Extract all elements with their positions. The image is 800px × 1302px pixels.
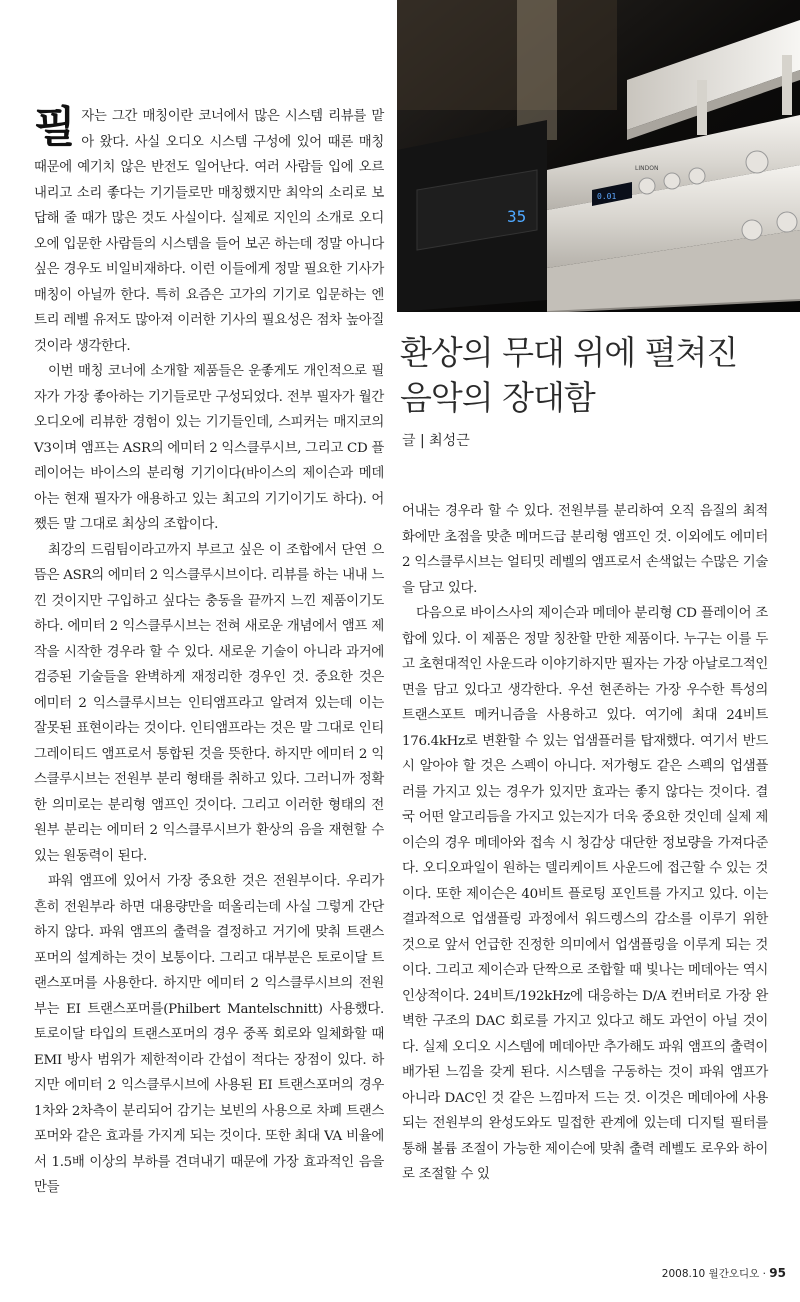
paragraph: 이번 매칭 코너에 소개할 제품들은 운좋게도 개인적으로 필자가 가장 좋아하는 기기들로만 구성되었다. 전부 필자가 월간 오디오에 리뷰한 경험이 있는 기기들인데, 스피커는 매지코의 V3이며 앰프는 ASR의 에미터 2 익스클루시브, 그리고 CD 플레이어는 바이스의 분리형 기기이다(바이스의 제이슨과 메데아는 현재 필자가 애용하고 있는 최고의 기기이기도 하다). 어쨌든 말 그대로 최상의 조합이다. xyxy=(34,364,384,532)
paragraph: 어내는 경우라 할 수 있다. 전원부를 분리하여 오직 음질의 최적화에만 초점을 맞춘 메머드급 분리형 앰프인 것. 이외에도 에미터 2 익스클루시브는 얼티밋 레벨의 앰프로서 손색없는 수많은 기술을 담고 있다. xyxy=(402,504,768,596)
display-digits: 35 xyxy=(507,207,527,226)
page-footer xyxy=(616,1266,786,1281)
equipment-photo xyxy=(397,0,800,312)
brand-text: LINDON xyxy=(635,165,659,172)
equipment-photo-illustration xyxy=(397,0,800,312)
left-column xyxy=(34,104,384,1201)
paragraph: 다음으로 바이스사의 제이슨과 메데아 분리형 CD 플레이어 조합에 있다. 이 제품은 정말 칭찬할 만한 제품이다. 누구는 이를 두고 초현대적인 사운드라 이야기하지만 필자는 가장 아날로그적인 면을 담고 있다고 생각한다. 우선 현존하는 가장 우수한 특성의 트랜스포트 메커니즘을 사용하고 있다. 여기에 최대 24비트 176.4kHz로 변환할 수 있는 업샘플러를 탑재했다. 여기서 반드시 알아야 할 것은 스펙이 아니다. 저가형도 같은 스펙의 업샘플러를 가지고 있는 경우가 있지만 효과는 좋지 않다는 것이다. 결국 어떤 알고리듬을 가지고 있는지가 더욱 중요한 것인데 실제 제이슨의 경우 메데아와 접속 시 청감상 대단한 정보량을 가져다준다. 오디오파일이 원하는 델리케이트 사운드에 접근할 수 있는 것이다. 또한 제이슨은 40비트 플로팅 포인트를 가지고 있다. 이는 결과적으로 업샘플링 과정에서 워드렝스의 감소를 이루기 위한 것으로 앞서 언급한 진정한 의미에서 업샘플링을 이루게 되는 것이다. 그리고 제이슨과 단짝으로 조합할 때 빛나는 메데아는 역시 인상적이다. 24비트/192kHz에 대응하는 D/A 컨버터로 가장 완벽한 구조의 DAC 회로를 가지고 있다고 해도 과언이 아닐 것이다. 실제 오디오 시스템에 메데아만 추가해도 파워 앰프의 출력이 배가된 느낌을 갖게 된다. 시스템을 구동하는 것이 파워 앰프가 아니라 DAC인 것 같은 느낌마저 드는 것. 이것은 메데아에 사용되는 전원부의 완성도와도 밀접한 관계에 있는데 디지털 필터를 통해 볼륨 조절이 가능한 제이슨에 맞춰 출력 레벨도 로우와 하이로 조절할 수 있 xyxy=(402,606,768,1182)
byline: 글 | 최성근 xyxy=(402,433,470,449)
title-line-2: 음악의 장대함 xyxy=(400,378,595,417)
dropcap: 필 xyxy=(34,103,76,153)
paragraph: 최강의 드림팀이라고까지 부르고 싶은 이 조합에서 단연 으뜸은 ASR의 에미터 2 익스클루시브이다. 리뷰를 하는 내내 느낀 것이지만 구입하고 싶다는 충동을 끝까지 느낀 제품이기도 하다. 에미터 2 익스클루시브는 전혀 새로운 개념에서 앰프 제작을 시작한 경우라 할 수 있다. 새로운 기술이 아니라 과거에 검증된 기술들을 완벽하게 재정리한 경우인 것. 중요한 것은 에미터 2 익스클루시브는 인티앰프라고 알려져 있는데 이는 잘못된 표현이라는 것이다. 인티앰프라는 것은 말 그대로 인티그레이티드 앰프로서 통합된 것을 뜻한다. 하지만 에미터 2 익스클루시브는 전원부 분리 형태를 취하고 있다. 그러니까 정확한 의미로는 분리형 앰프인 것이다. 그리고 이러한 형태의 전원부 분리는 에미터 2 익스클루시브가 환상의 음을 재현할 수 있는 원동력이 된다. xyxy=(34,542,384,864)
svg-text:0.01: 0.01 xyxy=(597,192,617,201)
title-line-1: 환상의 무대 위에 펼쳐진 xyxy=(400,333,738,372)
paragraph xyxy=(34,104,384,359)
issue-label: 2008.10 월간오디오 · xyxy=(661,1268,770,1280)
paragraph: 파워 앰프에 있어서 가장 중요한 것은 전원부이다. 우리가 흔히 전원부라 하면 대용량만을 떠올리는데 사실 그렇게 간단하지 않다. 파워 앰프의 출력을 결정하고 거기에 맞춰 트랜스포머의 설계하는 것이 보통이다. 그리고 대부분은 토로이달 트랜스포머를 사용한다. 하지만 에미터 2 익스클루시브의 전원부는 EI 트랜스포머를(Philbert Mantelschnitt) 사용했다. 토로이달 타입의 트랜스포머의 경우 중폭 회로와 일체화할 때 EMI 방사 범위가 제한적이라 간섭이 적다는 장점이 있다. 하지만 에미터 2 익스클루시브에 사용된 EI 트랜스포머의 경우 1차와 2차측이 분리되어 감기는 보빈의 사용으로 차폐 트랜스포머와 같은 효과를 가지게 되는 것이다. 또한 최대 VA 비율에서 1.5배 이상의 부하를 견뎌내기 때문에 가장 효과적인 음을 만들 xyxy=(34,874,384,1195)
right-column xyxy=(402,499,768,1188)
page-number: 95 xyxy=(769,1266,786,1280)
paragraph-text: 자는 그간 매칭이란 코너에서 많은 시스템 리뷰를 맡아 왔다. 사실 오디오 시스템 구성에 있어 때론 매칭 때문에 예기치 않은 반전도 일어난다. 여러 사람들 입에 오르내리고 소리 좋다는 기기들로만 매칭했지만 최악의 소리로 보답해 줄 때가 많은 것도 사실이다. 실제로 지인의 소개로 오디오에 입문한 사람들의 시스템을 들어 보곤 하는데 정말 아니다 싶은 경우도 비일비재하다. 이런 이들에게 정말 필요한 기사가 매칭이 아닐까 한다. 특히 요즘은 고가의 기기로 입문하는 엔트리 레벨 유저도 많아져 이러한 기사의 필요성은 점차 높아질 것이라 생각한다. xyxy=(34,109,384,354)
article-title xyxy=(400,330,790,420)
